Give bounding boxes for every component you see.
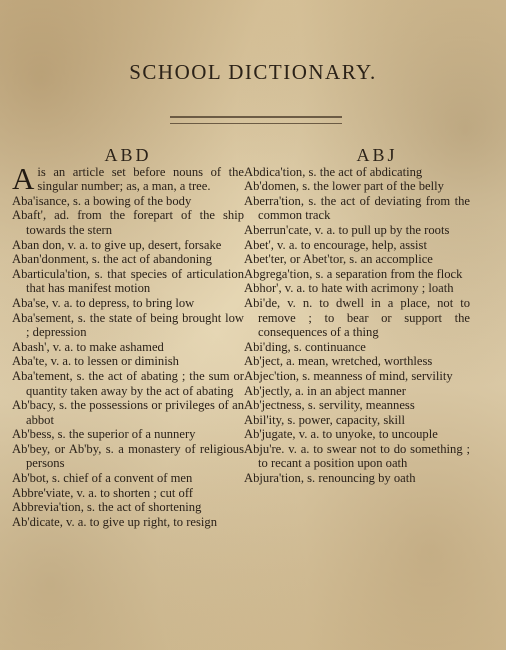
dictionary-entry: Abjura'tion, s. renouncing by oath [244,471,416,486]
dictionary-entry: Ab'jectness, s. servility, meanness [244,398,415,413]
dictionary-entry: Aba'tement, s. the act of abating ; the sum or quantity taken away by the act of abating [12,368,244,398]
dictionary-entry: Ab'jugate, v. a. to unyoke, to uncouple [244,427,438,442]
dictionary-entry: Abi'ding, s. continuance [244,339,366,354]
left-entry-list [12,194,244,530]
dictionary-entry: Abdica'tion, s. the act of abdicating [244,164,423,179]
dictionary-entry: Abbrevia'tion, s. the act of shortening [12,500,202,515]
dictionary-entry: Aban'donment, s. the act of abandoning [12,252,212,267]
title-divider [170,116,342,124]
right-entry-list [244,165,470,486]
dictionary-entry: Abet'ter, or Abet'tor, s. an accomplice [244,252,433,267]
dictionary-entry: Abet', v. a. to encourage, help, assist [244,237,427,252]
dictionary-entry: Abju're. v. a. to swear not to do something ; to recant a position upon oath [244,441,470,471]
dictionary-entry: Abgrega'tion, s. a separation from the flock [244,266,463,281]
dictionary-entry: Abarticula'tion, s. that species of articulation that has manifest motion [12,266,244,296]
page-title: SCHOOL DICTIONARY. [129,60,377,84]
dictionary-entry: Abi'de, v. n. to dwell in a place, not to remove ; to bear or support the consequences of a thing [244,295,470,340]
dictionary-entry: Aba'isance, s. a bowing of the body [12,193,192,208]
first-entry-text: is an article set before nouns of the singular number; as, a man, a tree. [37,164,244,194]
dictionary-entry: Aba'sement, s. the state of being brought low ; depression [12,310,244,340]
dictionary-entry: Ab'bess, s. the superior of a nunnery [12,427,196,442]
dictionary-entry: Aba'te, v. a. to lessen or diminish [12,354,179,369]
dictionary-entry: Aberrun'cate, v. a. to pull up by the roots [244,222,450,237]
dictionary-entry: Abjec'tion, s. meanness of mind, servility [244,368,453,383]
first-entry [12,160,244,196]
dictionary-entry: Abaft', ad. from the forepart of the ship towards the stern [12,208,244,237]
left-column [12,145,244,529]
right-column-header: ABJ [356,145,398,165]
dictionary-entry: Aberra'tion, s. the act of deviating from the common track [244,193,470,223]
dictionary-entry: Ab'bey, or Ab'by, s. a monastery of religious persons [12,441,244,471]
dictionary-entry: Ab'bacy, s. the possessions or privileges of an abbot [12,398,244,427]
right-column [244,145,470,486]
dictionary-entry: Abbre'viate, v. a. to shorten ; cut off [12,485,193,500]
drop-cap-letter: A [12,160,35,196]
left-column-header: ABD [104,145,152,165]
dictionary-entry: Ab'jectly, a. in an abject manner [244,383,406,398]
dictionary-entry: Abash', v. a. to make ashamed [12,339,164,354]
dictionary-entry: Aban don, v. a. to give up, desert, forsake [12,237,222,252]
dictionary-entry: Abil'ity, s. power, capacity, skill [244,412,406,427]
dictionary-entry: Ab'domen, s. the lower part of the belly [244,179,444,194]
dictionary-entry: Aba'se, v. a. to depress, to bring low [12,295,195,310]
dictionary-entry: Ab'bot, s. chief of a convent of men [12,471,193,486]
dictionary-entry: Ab'ject, a. mean, wretched, worthless [244,354,433,369]
dictionary-entry: Ab'dicate, v. a. to give up right, to resign [12,514,218,529]
dictionary-entry: Abhor', v. a. to hate with acrimony ; loath [244,281,454,296]
